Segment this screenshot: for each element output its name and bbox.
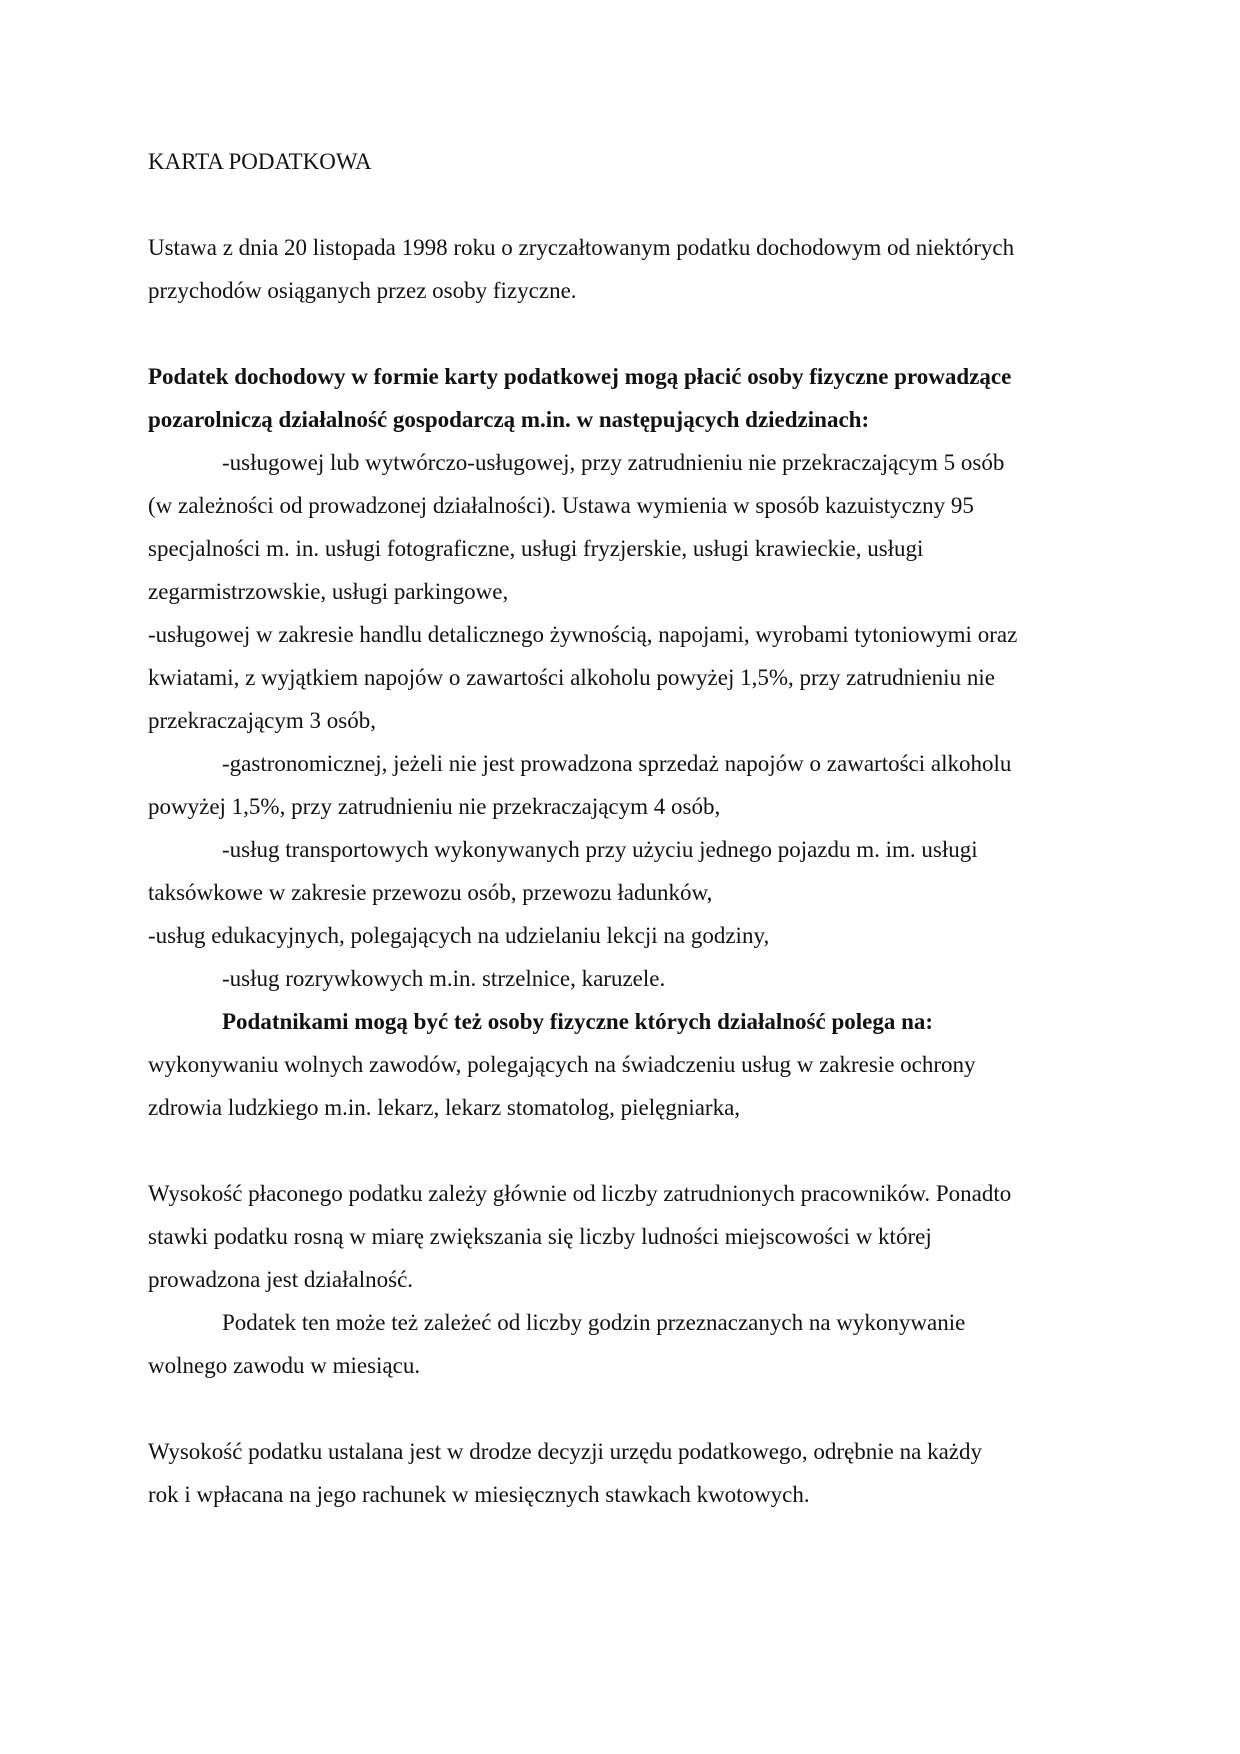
text-line: prowadzona jest działalność.	[148, 1267, 414, 1292]
text-line: stawki podatku rosną w miarę zwiększania się liczby ludności miejscowości w której	[148, 1224, 932, 1249]
bold-subheading-line: Podatnikami mogą być też osoby fizyczne których działalność polega na:	[222, 1009, 934, 1034]
text-line: -usługowej w zakresie handlu detalicznego żywnością, napojami, wyrobami tytoniowymi oraz	[148, 622, 1018, 647]
text-line: specjalności m. in. usługi fotograficzne, usługi fryzjerskie, usługi krawieckie, usługi	[148, 536, 924, 561]
text-line: przekraczającym 3 osób,	[148, 708, 376, 733]
bold-heading-line: pozarolniczą działalność gospodarczą m.in. w następujących dziedzinach:	[148, 407, 870, 432]
text-line: powyżej 1,5%, przy zatrudnieniu nie przekraczającym 4 osób,	[148, 794, 721, 819]
text-line: zegarmistrzowskie, usługi parkingowe,	[148, 579, 509, 604]
text-line: zdrowia ludzkiego m.in. lekarz, lekarz stomatolog, pielęgniarka,	[148, 1095, 741, 1120]
text-line: wolnego zawodu w miesiącu.	[148, 1353, 421, 1378]
text-line: kwiatami, z wyjątkiem napojów o zawartości alkoholu powyżej 1,5%, przy zatrudnieniu nie	[148, 665, 995, 690]
text-line: -usług edukacyjnych, polegających na udzielaniu lekcji na godziny,	[148, 923, 770, 948]
text-line: -usług rozrywkowych m.in. strzelnice, karuzele.	[222, 966, 666, 991]
text-line: przychodów osiąganych przez osoby fizyczne.	[148, 278, 577, 303]
text-line: -usługowej lub wytwórczo-usługowej, przy zatrudnieniu nie przekraczającym 5 osób	[222, 450, 1005, 475]
text-line: Podatek ten może też zależeć od liczby godzin przeznaczanych na wykonywanie	[222, 1310, 966, 1335]
text-line: Wysokość podatku ustalana jest w drodze decyzji urzędu podatkowego, odrębnie na każdy	[148, 1439, 983, 1464]
text-line: taksówkowe w zakresie przewozu osób, przewozu ładunków,	[148, 880, 713, 905]
text-line: wykonywaniu wolnych zawodów, polegających na świadczeniu usług w zakresie ochrony	[148, 1052, 976, 1077]
document-title: KARTA PODATKOWA	[148, 149, 372, 174]
text-line: -gastronomicznej, jeżeli nie jest prowadzona sprzedaż napojów o zawartości alkoholu	[222, 751, 1012, 776]
text-line: Ustawa z dnia 20 listopada 1998 roku o zryczałtowanym podatku dochodowym od niektórych	[148, 235, 1015, 260]
bold-heading-line: Podatek dochodowy w formie karty podatkowej mogą płacić osoby fizyczne prowadzące	[148, 364, 1012, 389]
text-line: Wysokość płaconego podatku zależy głównie od liczby zatrudnionych pracowników. Ponadto	[148, 1181, 1012, 1206]
text-line: rok i wpłacana na jego rachunek w miesięcznych stawkach kwotowych.	[148, 1482, 810, 1507]
text-line: (w zależności od prowadzonej działalności). Ustawa wymienia w sposób kazuistyczny 95	[148, 493, 974, 518]
text-line: -usług transportowych wykonywanych przy użyciu jednego pojazdu m. im. usługi	[222, 837, 978, 862]
